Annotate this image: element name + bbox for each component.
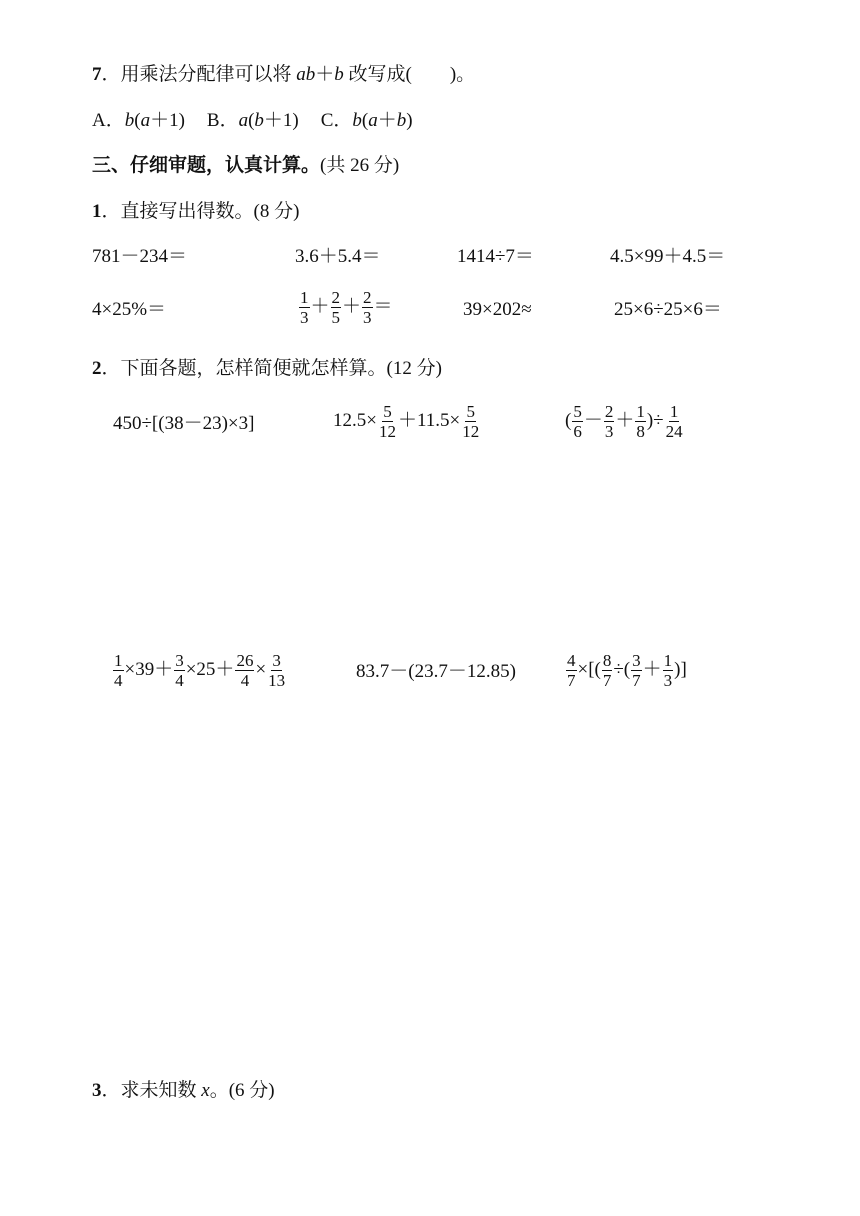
question-text: ．用乘法分配律可以将	[101, 64, 297, 85]
operator: ＋	[615, 409, 635, 431]
denominator: 4	[175, 671, 184, 690]
denominator: 7	[602, 671, 612, 690]
problem-number: 1	[92, 201, 102, 222]
denominator: 7	[632, 671, 641, 690]
question-7	[92, 63, 475, 87]
paren: )	[406, 110, 413, 131]
denominator: 3	[604, 422, 614, 441]
expression-text: ×25＋	[185, 658, 235, 680]
fraction	[572, 402, 583, 441]
fraction	[331, 288, 342, 327]
paren: (	[248, 110, 255, 131]
calc-expression-3	[565, 402, 685, 441]
expression-text: )÷	[646, 409, 664, 431]
variable: b	[124, 110, 135, 131]
numerator: 1	[300, 288, 309, 307]
fraction	[663, 651, 674, 690]
variable: b	[396, 110, 407, 131]
denominator: 6	[573, 422, 582, 441]
question-7-options	[92, 109, 413, 133]
calc-expression-2	[333, 402, 481, 441]
option-text: ＋1)	[150, 110, 185, 131]
numerator: 8	[602, 651, 612, 670]
question-number: 7	[92, 64, 102, 85]
problem-number: 2	[92, 358, 102, 379]
denominator: 12	[462, 422, 480, 441]
variable: b	[254, 110, 264, 131]
problem-number: 3	[92, 1080, 102, 1101]
numerator: 1	[114, 651, 123, 670]
fraction	[602, 651, 613, 690]
denominator: 3	[363, 308, 372, 327]
numerator: 2	[363, 288, 372, 307]
fraction	[267, 651, 286, 690]
expression-text: )]	[674, 658, 687, 680]
variable: a	[140, 110, 151, 131]
oral-calc-7: 39×202≈	[463, 299, 532, 320]
oral-calc-1: 781－234＝	[92, 246, 188, 267]
fraction	[665, 402, 684, 441]
denominator: 12	[378, 422, 396, 441]
section-3-heading	[92, 154, 399, 178]
option-label: C．	[320, 110, 353, 131]
denominator: 3	[300, 308, 309, 327]
numerator: 2	[604, 402, 614, 421]
option-label: B．	[206, 110, 239, 131]
fraction	[235, 651, 254, 690]
denominator: 3	[663, 671, 673, 690]
variable: a	[296, 64, 306, 85]
operator: ＋	[342, 295, 362, 317]
variable: b	[352, 110, 362, 131]
expression-text: ×39＋	[124, 658, 174, 680]
problem-title: ．下面各题，怎样简便就怎样算。(12 分)	[101, 358, 442, 379]
variable: a	[238, 110, 249, 131]
problem-3-title	[92, 1079, 275, 1103]
fraction	[631, 651, 642, 690]
expression-text: ÷(	[613, 658, 631, 680]
denominator: 4	[240, 671, 250, 690]
denominator: 8	[636, 422, 645, 441]
numerator: 4	[567, 651, 576, 670]
option-c	[321, 110, 413, 131]
oral-calc-6	[298, 288, 393, 327]
problem-2-title	[92, 357, 442, 381]
numerator: 3	[632, 651, 641, 670]
fraction	[113, 651, 124, 690]
variable: b	[305, 64, 316, 85]
denominator: 5	[331, 308, 341, 327]
problem-title: 。(6 分)	[209, 1080, 275, 1101]
oral-calc-4: 4.5×99＋4.5＝	[610, 246, 726, 267]
operator: ＋	[642, 658, 662, 680]
oral-calc-8: 25×6÷25×6＝	[614, 299, 722, 320]
numerator: 1	[669, 402, 679, 421]
problem-title: ．求未知数	[101, 1080, 202, 1101]
operator: ＝	[373, 295, 393, 317]
fraction	[299, 288, 310, 327]
fraction	[635, 402, 646, 441]
variable: x	[201, 1080, 210, 1101]
problem-title: ．直接写出得数。(8 分)	[101, 201, 300, 222]
numerator: 2	[331, 288, 341, 307]
problem-1-title	[92, 200, 299, 224]
variable: a	[368, 110, 378, 131]
oral-calc-5: 4×25%＝	[92, 299, 167, 320]
calc-expression-5: 83.7－(23.7－12.85)	[356, 661, 516, 682]
section-points: (共 26 分)	[320, 155, 400, 176]
operator: ＋	[377, 110, 397, 131]
option-a	[92, 110, 185, 131]
operator: ＋	[310, 295, 330, 317]
numerator: 3	[175, 651, 184, 670]
calc-expression-4	[112, 651, 287, 690]
section-title: 三、仔细审题，认真计算。	[92, 155, 321, 176]
calc-expression-1: 450÷[(38－23)×3]	[113, 413, 255, 434]
numerator: 3	[272, 651, 281, 670]
numerator: 5	[383, 402, 392, 421]
expression-text: ×	[255, 658, 267, 680]
expression-text: 12.5×	[333, 409, 377, 431]
fraction	[174, 651, 185, 690]
numerator: 5	[466, 402, 475, 421]
fraction	[566, 651, 577, 690]
paren: (	[361, 110, 369, 131]
denominator: 7	[567, 671, 576, 690]
operator: －	[583, 409, 603, 431]
oral-calc-3: 1414÷7＝	[457, 246, 534, 267]
numerator: 26	[236, 651, 254, 670]
question-text: 改写成( )。	[343, 64, 476, 85]
fraction	[461, 402, 480, 441]
paren: (	[565, 409, 572, 431]
expression-text: ＋11.5×	[397, 409, 461, 431]
operator: ＋	[315, 64, 335, 85]
fraction	[362, 288, 373, 327]
numerator: 5	[573, 402, 582, 421]
numerator: 1	[636, 402, 645, 421]
denominator: 4	[114, 671, 123, 690]
fraction	[378, 402, 397, 441]
denominator: 13	[268, 671, 286, 690]
paren: (	[134, 110, 141, 131]
oral-calc-2: 3.6＋5.4＝	[295, 246, 381, 267]
variable: b	[334, 64, 344, 85]
numerator: 1	[663, 651, 673, 670]
expression-text: ×[(	[577, 658, 601, 680]
fraction	[604, 402, 615, 441]
option-label: A．	[92, 110, 125, 131]
option-b	[207, 110, 299, 131]
option-text: ＋1)	[263, 110, 299, 131]
calc-expression-6	[565, 651, 687, 690]
denominator: 24	[665, 422, 683, 441]
